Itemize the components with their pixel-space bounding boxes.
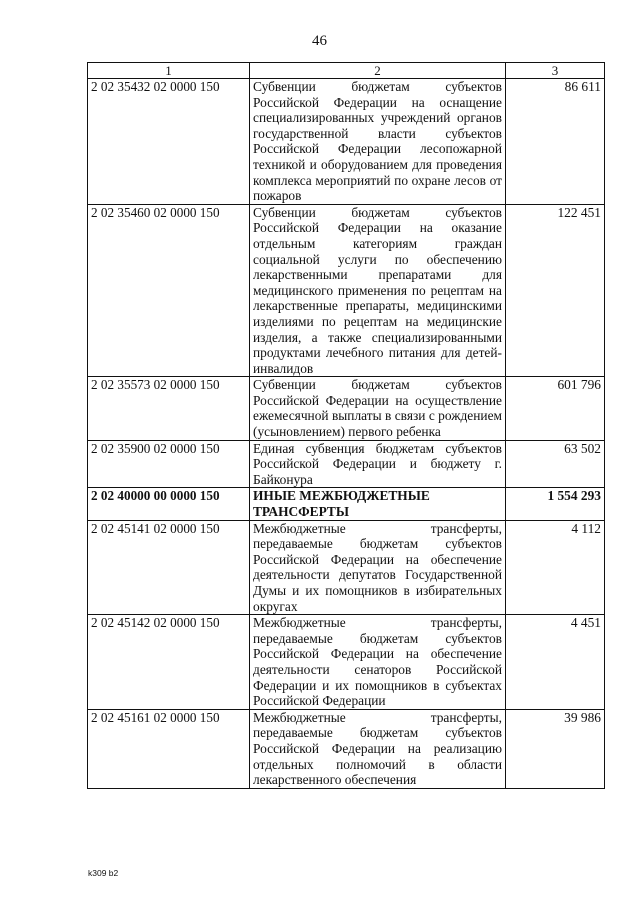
table-row bbox=[88, 709, 605, 788]
amount-cell: 601 796 bbox=[506, 377, 605, 440]
footer-mark: k309 b2 bbox=[88, 868, 119, 878]
description-cell: Субвенции бюджетам субъектов Российской Федерации на оснащение специализированных учреждений органов государственной власти субъектов Российской Федерации лесопожарной техникой и оборудованием для проведения комплекса мероприятий по охране лесов от пожаров bbox=[250, 79, 506, 205]
budget-table bbox=[87, 62, 605, 789]
description-cell: ИНЫЕ МЕЖБЮДЖЕТНЫЕ ТРАНСФЕРТЫ bbox=[250, 488, 506, 520]
amount-cell: 122 451 bbox=[506, 204, 605, 377]
column-header-code: 1 bbox=[88, 63, 250, 79]
budget-code-cell: 2 02 40000 00 0000 150 bbox=[88, 488, 250, 520]
table-row bbox=[88, 488, 605, 520]
description-cell: Субвенции бюджетам субъектов Российской Федерации на оказание отдельным категориям граждан социальной услуги по обеспечению лекарственными препаратами для медицинского применения по рецептам на лекарственные препараты, медицинскими изделиями по рецептам на медицинские изделия, а также специализированными продуктами лечебного питания для детей-инвалидов bbox=[250, 204, 506, 377]
budget-code-cell: 2 02 35432 02 0000 150 bbox=[88, 79, 250, 205]
table-row bbox=[88, 204, 605, 377]
amount-cell: 1 554 293 bbox=[506, 488, 605, 520]
amount-cell: 39 986 bbox=[506, 709, 605, 788]
page-number: 46 bbox=[312, 33, 327, 49]
table-row bbox=[88, 377, 605, 440]
description-cell: Субвенции бюджетам субъектов Российской Федерации на осуществление ежемесячной выплаты в связи с рождением (усыновлением) первого ребенка bbox=[250, 377, 506, 440]
budget-code-cell: 2 02 45141 02 0000 150 bbox=[88, 520, 250, 615]
budget-code-cell: 2 02 35573 02 0000 150 bbox=[88, 377, 250, 440]
budget-code-cell: 2 02 45142 02 0000 150 bbox=[88, 615, 250, 710]
description-cell: Единая субвенция бюджетам субъектов Российской Федерации и бюджету г. Байконура bbox=[250, 440, 506, 488]
budget-code-cell: 2 02 45161 02 0000 150 bbox=[88, 709, 250, 788]
description-cell: Межбюджетные трансферты, передаваемые бюджетам субъектов Российской Федерации на обеспечение деятельности сенаторов Российской Федерации и их помощников в субъектах Российской Федерации bbox=[250, 615, 506, 710]
table-row bbox=[88, 79, 605, 205]
table-row bbox=[88, 615, 605, 710]
table-row bbox=[88, 520, 605, 615]
table-body bbox=[88, 63, 605, 789]
table-row bbox=[88, 440, 605, 488]
budget-code-cell: 2 02 35460 02 0000 150 bbox=[88, 204, 250, 377]
amount-cell: 63 502 bbox=[506, 440, 605, 488]
description-cell: Межбюджетные трансферты, передаваемые бюджетам субъектов Российской Федерации на обеспечение деятельности депутатов Государственной Думы и их помощников в избирательных округах bbox=[250, 520, 506, 615]
amount-cell: 86 611 bbox=[506, 79, 605, 205]
table-header-row bbox=[88, 63, 605, 79]
amount-cell: 4 451 bbox=[506, 615, 605, 710]
column-header-amount: 3 bbox=[506, 63, 605, 79]
amount-cell: 4 112 bbox=[506, 520, 605, 615]
description-cell: Межбюджетные трансферты, передаваемые бюджетам субъектов Российской Федерации на реализацию отдельных полномочий в области лекарственного обеспечения bbox=[250, 709, 506, 788]
budget-code-cell: 2 02 35900 02 0000 150 bbox=[88, 440, 250, 488]
column-header-description: 2 bbox=[250, 63, 506, 79]
